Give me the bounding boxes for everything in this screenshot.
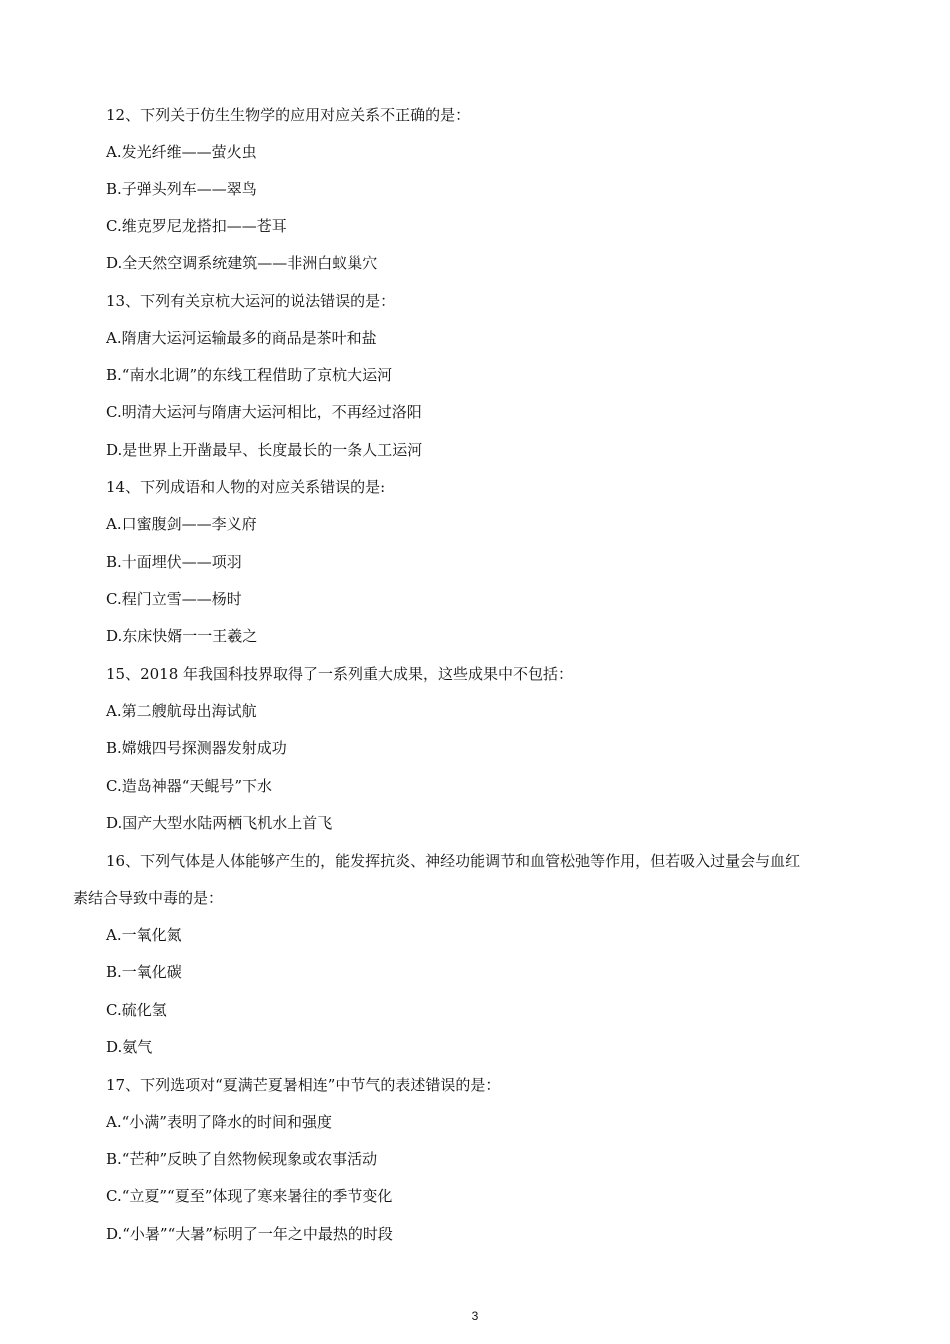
question-17-option-b: B.“芒种”反映了自然物候现象或农事活动 xyxy=(106,1150,378,1168)
question-12-option-d: D.全天然空调系统建筑——非洲白蚁巢穴 xyxy=(106,254,378,272)
question-13-option-c: C.明清大运河与隋唐大运河相比，不再经过洛阳 xyxy=(106,403,422,421)
question-15-option-d: D.国产大型水陆两栖飞机水上首飞 xyxy=(106,814,333,832)
question-12-option-c: C.维克罗尼龙搭扣——苍耳 xyxy=(106,217,287,235)
question-16-option-c: C.硫化氢 xyxy=(106,1001,167,1019)
question-15-stem: 15、2018 年我国科技界取得了一系列重大成果，这些成果中不包括： xyxy=(106,665,574,683)
question-12-option-b: B.子弹头列车——翠鸟 xyxy=(106,180,257,198)
question-17-option-a: A.“小满”表明了降水的时间和强度 xyxy=(106,1113,332,1131)
question-15-option-c: C.造岛神器“天鲲号”下水 xyxy=(106,777,273,795)
question-15-option-b: B.嫦娥四号探测器发射成功 xyxy=(106,739,287,757)
question-14-option-d: D.东床快婿一一王羲之 xyxy=(106,627,258,645)
question-14-option-c: C.程门立雪——杨时 xyxy=(106,590,242,608)
question-14-option-a: A.口蜜腹剑——李义府 xyxy=(106,515,257,533)
question-16-option-a: A.一氧化氮 xyxy=(106,926,182,944)
question-17-stem: 17、下列选项对“夏满芒夏暑相连”中节气的表述错误的是： xyxy=(106,1076,501,1094)
question-16-option-d: D.氨气 xyxy=(106,1038,153,1056)
question-17-option-d: D.“小暑”“大暑”标明了一年之中最热的时段 xyxy=(106,1225,393,1243)
question-13-option-a: A.隋唐大运河运输最多的商品是茶叶和盐 xyxy=(106,329,377,347)
question-12-stem: 12、下列关于仿生生物学的应用对应关系不正确的是： xyxy=(106,106,471,124)
question-15-option-a: A.第二艘航母出海试航 xyxy=(106,702,257,720)
question-13-option-d: D.是世界上开凿最早、长度最长的一条人工运河 xyxy=(106,441,423,459)
question-16-stem-line-2: 素结合导致中毒的是： xyxy=(73,889,224,907)
question-16-option-b: B.一氧化碳 xyxy=(106,963,182,981)
question-13-option-b: B.“南水北调”的东线工程借助了京杭大运河 xyxy=(106,366,393,384)
page-number: 3 xyxy=(471,1309,479,1323)
question-16-stem-line-1: 16、下列气体是人体能够产生的，能发挥抗炎、神经功能调节和血管松弛等作用，但若吸入过量会与血红 xyxy=(106,852,801,870)
question-12-option-a: A.发光纤维——萤火虫 xyxy=(106,143,257,161)
question-14-option-b: B.十面埋伏——项羽 xyxy=(106,553,242,571)
question-17-option-c: C.“立夏”“夏至”体现了寒来暑往的季节变化 xyxy=(106,1187,393,1205)
question-13-stem: 13、下列有关京杭大运河的说法错误的是： xyxy=(106,292,396,310)
question-14-stem: 14、下列成语和人物的对应关系错误的是: xyxy=(106,478,386,496)
